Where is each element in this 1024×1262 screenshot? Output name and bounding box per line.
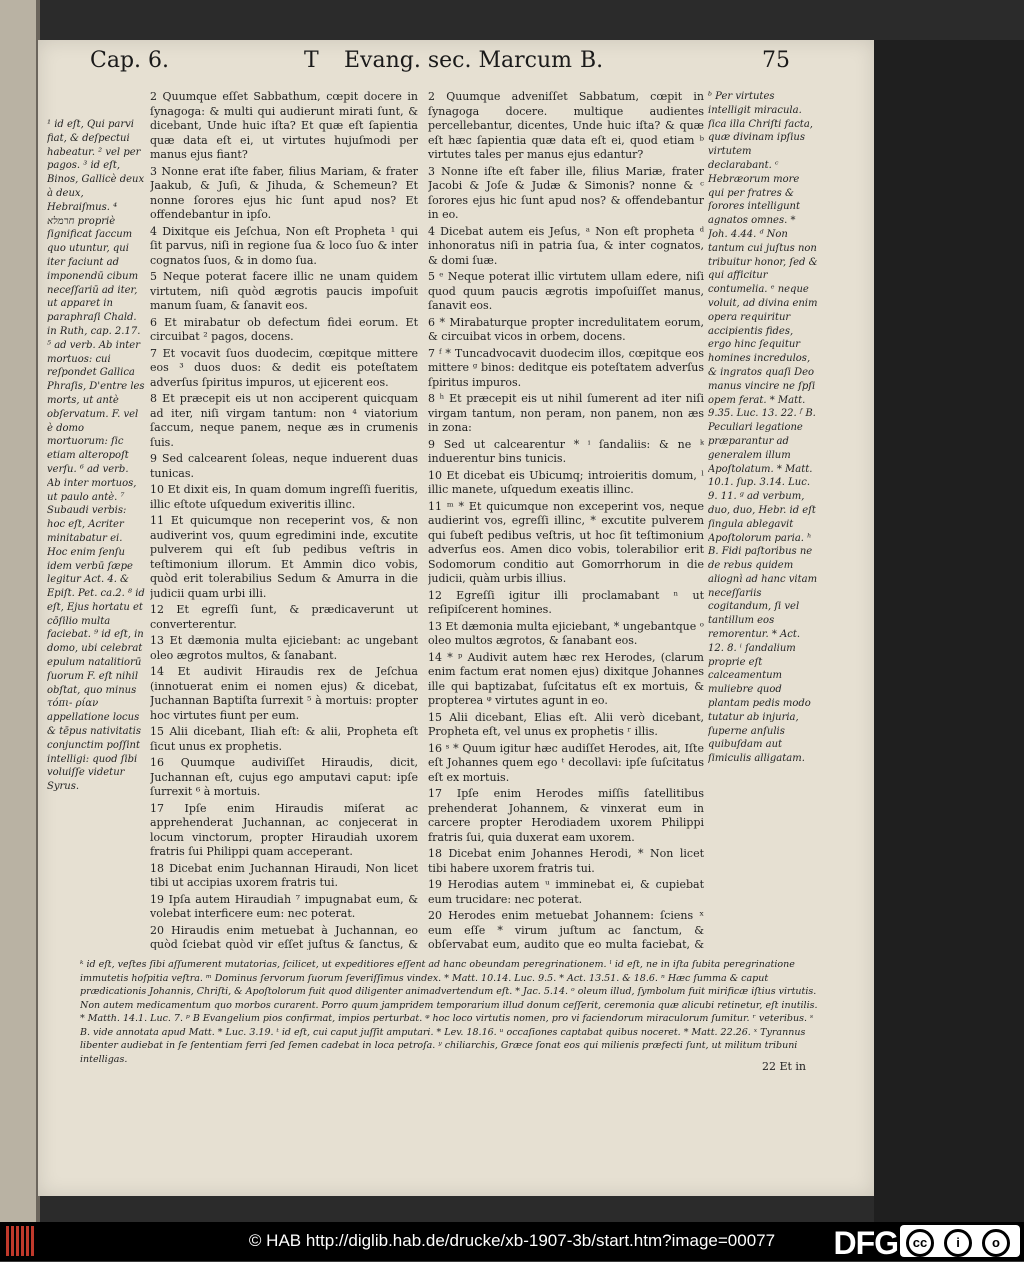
verse: 15 Alii dicebant, Elias eſt. Alii verò dicebant, Propheta eſt, vel unus ex prophetis ʳ illis. xyxy=(428,710,704,738)
verse: 9 Sed calcearent ſoleas, neque induerent duas tunicas. xyxy=(150,452,418,480)
license-badge[interactable] xyxy=(900,1225,1020,1257)
verse: 5 Neque poterat facere illic ne unam quidem virtutem, niſi quòd ægrotis paucis impoſuit manum ſuam, & ſanavit eos. xyxy=(150,270,418,312)
verse: 3 Nonne erat iſte faber, filius Mariam, & frater Jaakub, & Juſi, & Jihuda, & Schemeun? Et nonne ſorores ejus hic ſunt apud nos? Et offendebantur in ipſo. xyxy=(150,164,418,221)
scan-background xyxy=(874,40,1024,1222)
verse: 3 Nonne iſte eſt faber ille, filius Mariæ, frater Jacobi & Joſe & Judæ & Simonis? nonne & ᶜ ſorores ejus hic ſunt apud nos? & offendebantur in eo. xyxy=(428,164,704,221)
verse: 20 Hiraudis enim metuebat à Juchannan, eo quòd ſciebat quòd vir eſſet juſtus & ſanctus, & xyxy=(150,923,418,950)
verse: 19 Herodias autem ᵘ imminebat ei, & cupiebat eum trucidare: nec poterat. xyxy=(428,878,704,906)
verse: 12 Egreſſi igitur illi proclamabant ⁿ ut reſipiſcerent homines. xyxy=(428,588,704,616)
verse: 13 Et dæmonia multa ejiciebant, * ungebantque ᵒ oleo multos ægrotos, & ſanabant eos. xyxy=(428,619,704,647)
verse: 5 ᵉ Neque poterat illic virtutem ullam edere, niſi quod quum paucis ægrotis impoſuiſſet manus, ſanavit eos. xyxy=(428,270,704,312)
verse: 8 Et præcepit eis ut non acciperent quicquam ad iter, niſi virgam tantum: non ⁴ viatorium ſaccum, neque panem, neque æs in crumenis ſuis. xyxy=(150,392,418,449)
right-text-column xyxy=(428,90,704,950)
verse: 16 ˢ * Quum igitur hæc audiſſet Herodes, ait, Iſte eſt Johannes quem ego ᵗ decollavi: ipſe ſuſcitatus eſt ex mortuis. xyxy=(428,741,704,784)
attribution-icon: i xyxy=(944,1229,972,1257)
left-signature-mark: T xyxy=(304,48,319,73)
verse: 4 Dicebat autem eis Jeſus, ᵃ Non eſt propheta ᵈ inhonoratus niſi in patria ſua, & inter cognatos, & domi ſuæ. xyxy=(428,224,704,267)
verse: 20 Herodes enim metuebat Johannem: ſciens ˣ eum eſſe * virum juſtum ac ſanctum, & obſervabat eum, audito que eo multa faciebat, & xyxy=(428,909,704,950)
verse: 10 Et dicebat eis Ubicumq; introieritis domum, ˡ illic manete, uſquedum exeatis illinc. xyxy=(428,468,704,496)
verse: 17 Ipſe enim Hiraudis miſerat ac apprehenderat Juchannan, ac conjecerat in locum vinctorum, propter Hiraudiah uxorem fratris ſui Philippi quam acceperant. xyxy=(150,801,418,858)
verse: 14 Et audivit Hiraudis rex de Jeſchua (innotuerat enim ei nomen ejus) & dicebat, Juchannan Baptiſta ſurrexit ⁵ à mortuis: propter hoc virtutes fiunt per eum. xyxy=(150,665,418,722)
verse: 6 Et mirabatur ob defectum fidei eorum. Et circuibat ² pagos, docens. xyxy=(150,315,418,343)
verse: 7 ᶠ * Tuncadvocavit duodecim illos, cœpitque eos mittere ᵍ binos: deditque eis poteſtatem adverſus ſpiritus impuros. xyxy=(428,346,704,389)
verse: 11 Et quicumque non receperint vos, & non audiverint vos, quum egredimini inde, excutite pulverem qui eſt ſub pedibus veſtris in teſtimonium illorum. Et Ammin dico vobis, quòd erit tolerabilius Sedum & Amurra in die judicii quam urbi illi. xyxy=(150,514,418,600)
verse: 17 Ipſe enim Herodes miſſis ſatellitibus prehenderat Johannem, & vinxerat eum in carcere propter Herodiadem uxorem Philippi fratris ſui, quia duxerat eam uxorem. xyxy=(428,787,704,844)
verse: 9 Sed ut calcearentur * ⁱ ſandaliis: & ne ᵏ induerentur bins tunicis. xyxy=(428,437,704,465)
left-text-column xyxy=(150,90,418,950)
right-signature-mark: B. xyxy=(580,48,604,73)
verse: 14 * ᵖ Audivit autem hæc rex Herodes, (clarum enim factum erat nomen ejus) dixitque Johannes ille qui baptizabat, ſuſcitatus eſt ex mortuis, & propterea ᵠ virtutes agunt in eo. xyxy=(428,650,704,707)
verse: 19 Ipſa autem Hiraudiah ⁷ impugnabat eum, & volebat interficere eum: nec poterat. xyxy=(150,892,418,920)
viewer-footer-bar xyxy=(0,1222,1024,1261)
creative-commons-icon: cc xyxy=(906,1229,934,1257)
verse: 7 Et vocavit ſuos duodecim, cœpitque mittere eos ³ duos duos: & dedit eis poteſtatem adverſus ſpiritus impuros, ut ejicerent eos. xyxy=(150,346,418,389)
running-title: Evang. sec. Marcum xyxy=(344,48,572,73)
share-alike-icon: o xyxy=(982,1229,1010,1257)
previous-page-edge xyxy=(0,0,36,1222)
verse: 13 Et dæmonia multa ejiciebant: ac ungebant oleo ægrotos multos, & ſanabant. xyxy=(150,634,418,662)
verse: 2 Quumque eſſet Sabbathum, cœpit docere in ſynagoga: & multi qui audierunt mirati ſunt, & dicebant, Unde huic iſta? Et quæ eſt ſapientia quæ data eſt ei, ut virtutes hujuſmodi per manus ejus fiant? xyxy=(150,90,418,161)
left-margin-notes: ¹ id eſt, Qui parvi fiat, & deſpectui habeatur. ² vel per pagos. ³ id eſt, Binos, Gallicè deux à deux, Hebraiſmus. ⁴ חרמלא propriè ſignificat ſaccum quo utuntur, qui iter faciunt ad imponendū cibum neceſſariū ad iter, ut apparet in paraphraſi Chald. in Ruth, cap. 2.17. ⁵ ad verb. Ab inter mortuos: cui reſpondet Gallica Phraſis, D'entre les morts, ut antè obſervatum. F. vel è domo mortuorum: ſic etiam alteropoſt verſu. ⁶ ad verb. Ab inter mortuos, ut paulo antè. ⁷ Subaudi verbis: hoc eſt, Acriter minitabatur ei. Hoc enim ſenſu idem verbū ſæpe legitur Act. 4. & Epiſt. Pet. ca.2. ⁸ id eſt, Ejus hortatu et cōſilio multa faciebat. ⁹ id eſt, in domo, ubi celebrat epulum natalitiorū ſuorum F. eſt nihil obſtat, quo minus τόπι- ρίαν appellatione locus & tēpus nativitatis conjunctim poſſint intelligi: quod ſibi voluiſſe videtur Syrus. xyxy=(47,119,145,793)
verse: 4 Dixitque eis Jeſchua, Non eſt Propheta ¹ qui ſit parvus, niſi in regione ſua & loco ſuo & inter cognatos ſuos, & in domo ſua. xyxy=(150,224,418,267)
verse: 6 * Mirabaturque propter incredulitatem eorum, & circuibat vicos in orbem, docens. xyxy=(428,315,704,343)
verse: 12 Et egreſſi ſunt, & prædicaverunt ut converterentur. xyxy=(150,603,418,631)
page-number: 75 xyxy=(762,48,790,73)
page-header xyxy=(50,48,974,80)
verse: 2 Quumque adveniſſet Sabbatum, cœpit in ſynagoga docere. multique audientes percellebantur, dicentes, Unde huic iſta? & quæ eſt hæc ſapientia quæ data eſt ei, quod etiam ᵇ virtutes tales per manus ejus edantur? xyxy=(428,90,704,161)
verse: 15 Alii dicebant, Iliah eſt: & alii, Propheta eſt ſicut unus ex prophetis. xyxy=(150,725,418,753)
footnotes: ᵏ id eſt, veſtes ſibi aſſumerent mutatorias, ſcilicet, ut expeditiores eſſent ad hanc obeundam peregrinationem. ˡ id eſt, ne in iſta ſubita peregrinatione immutetis hoſpitia veſtra. ᵐ Dominus ſervorum ſuorum ſeveriſſimus vindex. * Matt. 10.14. Luc. 9.5. * Act. 13.51. & 18.6. ⁿ Hæc ſumma & caput prædicationis Johannis, Chriſti, & Apoſtolorum fuit quod diligenter animadvertendum eſt. * Jac. 5.14. ᵒ oleum illud, ſymbolum fuit mirificæ iſtius virtutis. Non autem medicamentum quo morbos curarent. Porro quum jampridem temporarium illud donum ceſſerit, ceremonia quæ alicubi retinetur, eſt inutilis. * Matth. 14.1. Luc. 7. ᵖ B Evangelium pios confirmat, impios perturbat. ᵠ hoc loco virtutis nomen, pro vi faciendorum miraculorum ſumitur. ʳ veteribus. ˢ B. vide annotata apud Matt. * Luc. 3.19. ᵗ id eſt, cui caput juſſit amputari. * Lev. 18.16. ᵘ occaſiones captabat quibus noceret. * Matt. 22.26. ˣ Tyrannus libenter audiebat in ſe ſententiam ferri ſed ſemen cadebat in loca petroſa. ʸ chiliarchis, Græce ſonat eos qui milienis præfecti ſunt, ut militum tribuni intelligas. xyxy=(80,959,818,1065)
chapter-label: Cap. 6. xyxy=(90,48,170,73)
right-margin-notes: ᵇ Per virtutes intelligit miracula. ſica illa Chriſti facta, quæ divinam ipſius virtutem declarabant. ᶜ Hebræorum more qui per fratres & ſorores intelligunt agnatos omnes. * Joh. 4.44. ᵈ Non tantum cui juſtus non tribuitur honor, ſed & qui afficitur contumelia. ᵉ neque voluit, ad divina enim opera requiritur accipientis fides, ergo hinc ſequitur homines incredulos, & ingratos quaſi Deo manus vincire ne ſpſi opem ferat. * Matt. 9.35. Luc. 13. 22. ᶠ B. Peculiari legatione præparantur ad generalem illum Apoſtolatum. * Matt. 10.1. ſup. 3.14. Luc. 9. 11. ᵍ ad verbum, duo, duo, Hebr. id eſt ſingula ablegavit Apoſtolorum paria. ʰ B. Fidi paſtoribus ne de rebus quidem aliognì ad hanc vitam neceſſariis cogitandum, ſi vel tantillum eos remorentur. * Act. 12. 8. ⁱ ſandalium proprie eſt calceamentum muliebre quod plantam pedis modo tutatur ab injuria, ſuperne anſulis quibuſdam aut ſimiculis alligatam. xyxy=(708,91,818,765)
catchword: 22 Et in xyxy=(761,1060,806,1073)
verse: 10 Et dixit eis, In quam domum ingreſſi fueritis, illic eſtote uſquedum exiveritis illinc. xyxy=(150,483,418,511)
verse: 18 Dicebat enim Johannes Herodi, * Non licet tibi habere uxorem fratris tui. xyxy=(428,847,704,875)
verse: 16 Quumque audiviſſet Hiraudis, dicit, Juchannan eſt, cujus ego amputavi caput: ipſe ſurrexit ⁶ à mortuis. xyxy=(150,756,418,798)
verse: 18 Dicebat enim Juchannan Hiraudi, Non licet tibi ut accipias uxorem fratris tui. xyxy=(150,861,418,889)
verse: 8 ʰ Et præcepit eis ut nihil ſumerent ad iter niſi virgam tantum, non peram, non panem, non æs in zona: xyxy=(428,392,704,434)
verse: 11 ᵐ * Et quicumque non exceperint vos, neque audierint vos, egreſſi illinc, * excutite pulverem qui ſubeſt pedibus veſtris, ut hoc ſit teſtimonium adverſus eos. Amen dico vobis, tolerabilior erit Sodomorum conditio aut Gomorrhorum in die judicii, quàm urbis illius. xyxy=(428,499,704,585)
source-url[interactable]: © HAB http://diglib.hab.de/drucke/xb-1907-3b/start.htm?image=00077 xyxy=(248,1231,776,1250)
dfg-logo: DFG xyxy=(833,1225,898,1261)
